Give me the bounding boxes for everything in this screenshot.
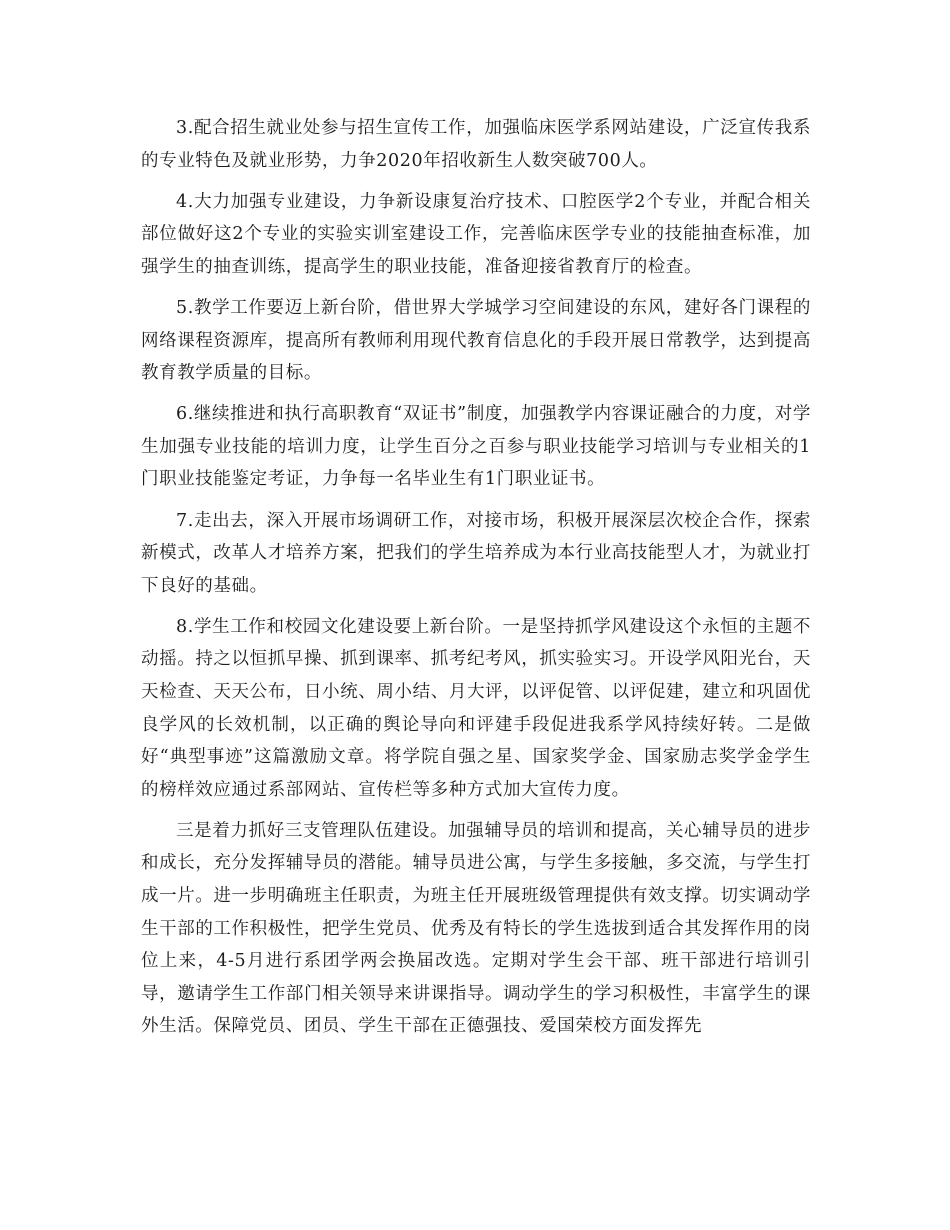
paragraph-item-7: 7.走出去，深入开展市场调研工作，对接市场，积极开展深层次校企合作，探索新模式，改革人才培养方案，把我们的学生培养成为本行业高技能型人才，为就业打下良好的基础。 xyxy=(141,510,811,596)
document-body xyxy=(141,112,811,1052)
paragraph-item-3: 3.配合招生就业处参与招生宣传工作，加强临床医学系网站建设，广泛宣传我系的专业特色及就业形势，力争2020年招收新生人数突破700人。 xyxy=(141,118,811,171)
paragraph-item-5: 5.教学工作要迈上新台阶，借世界大学城学习空间建设的东风，建好各门课程的网络课程资源库，提高所有教师利用现代教育信息化的手段开展日常教学，达到提高教育教学质量的目标。 xyxy=(141,297,811,384)
paragraph-item-4: 4.大力加强专业建设，力争新设康复治疗技术、口腔医学2个专业，并配合相关部位做好这2个专业的实验实训室建设工作，完善临床医学专业的技能抽查标准，加强学生的抽查训练，提高学生的职业技能，准备迎接省教育厅的检查。 xyxy=(141,191,811,277)
paragraph-team-building: 三是着力抓好三支管理队伍建设。加强辅导员的培训和提高，关心辅导员的进步和成长，充分发挥辅导员的潜能。辅导员进公寓，与学生多接触，多交流，与学生打成一片。进一步明确班主任职责，为班主任开展班级管理提供有效支撑。切实调动学生干部的工作积极性，把学生党员、优秀及有特长的学生选拔到适合其发挥作用的岗位上来，4-5月进行系团学两会换届改选。定期对学生会干部、班干部进行培训引导，邀请学生工作部门相关领导来讲课指导。调动学生的学习积极性，丰富学生的课外生活。保障党员、团员、学生干部在正德强技、爱国荣校方面发挥先 xyxy=(141,820,811,1037)
paragraph-item-6: 6.继续推进和执行高职教育“双证书”制度，加强教学内容课证融合的力度，对学生加强专业技能的培训力度，让学生百分之百参与职业技能学习培训与专业相关的1门职业技能鉴定考证，力争每一名毕业生有1门职业证书。 xyxy=(141,404,811,490)
paragraph-item-8: 8.学生工作和校园文化建设要上新台阶。一是坚持抓学风建设这个永恒的主题不动摇。持之以恒抓早操、抓到课率、抓考纪考风，抓实验实习。开设学风阳光台，天天检查、天天公布，日小统、周小结、月大评，以评促管、以评促建，建立和巩固优良学风的长效机制，以正确的舆论导向和评建手段促进我系学风持续好转。二是做好“典型事迹”这篇激励文章。将学院自强之星、国家奖学金、国家励志奖学金学生的榜样效应通过系部网站、宣传栏等多种方式加大宣传力度。 xyxy=(141,616,811,800)
